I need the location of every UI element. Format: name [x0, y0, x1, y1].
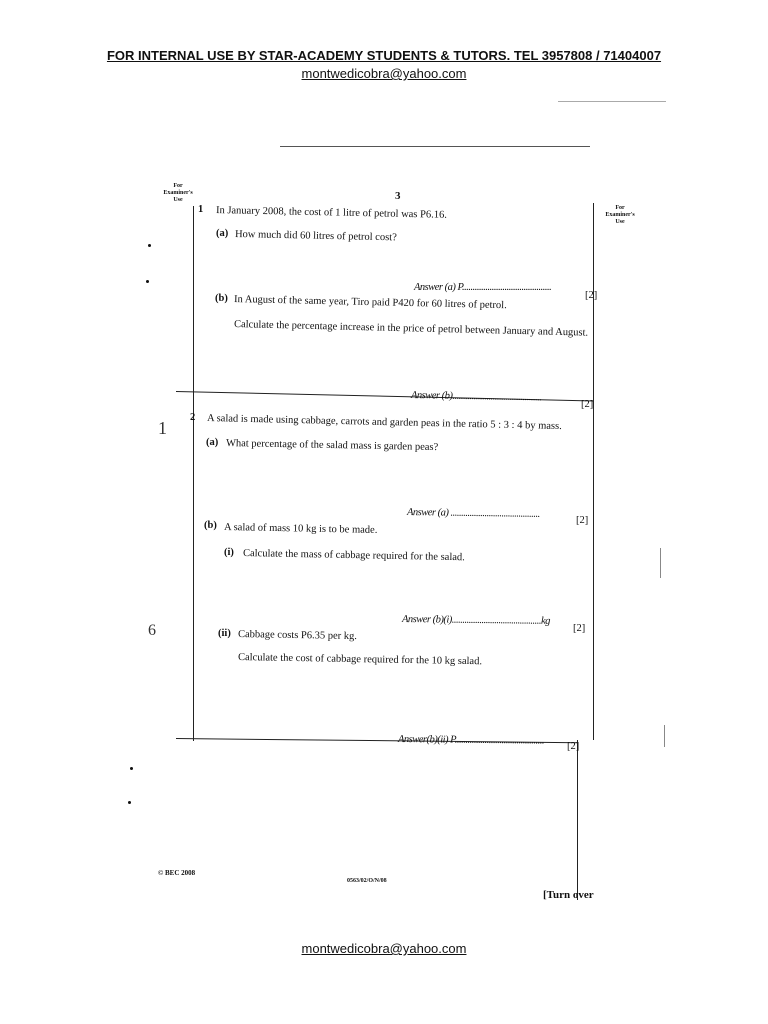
- q1b-answer-line[interactable]: Answer (b)..........................................: [410, 390, 542, 404]
- q1-number: 1: [198, 204, 204, 215]
- q2bii-label: (ii): [218, 628, 231, 639]
- q2a-answer-line[interactable]: Answer (a) ..........................................: [406, 507, 540, 520]
- examiner-use-right: For Examiner's Use: [605, 205, 635, 225]
- handwritten-mark: 1: [158, 418, 167, 438]
- q2a-text: What percentage of the salad mass is garden peas?: [225, 438, 439, 454]
- q1a-answer-line[interactable]: Answer (a) P..........................................: [414, 282, 552, 293]
- q1b-label: (b): [215, 293, 228, 304]
- q2-stem: A salad is made using cabbage, carrots and garden peas in the ratio 5 : 3 : 4 by mass.: [206, 413, 562, 433]
- q2-number: 2: [190, 412, 196, 423]
- scan-line: [660, 548, 661, 578]
- copyright: © BEC 2008: [158, 869, 196, 877]
- page-header: FOR INTERNAL USE BY STAR-ACADEMY STUDENTS & TUTORS. TEL 3957808 / 71404007: [106, 48, 662, 63]
- q1a-text: How much did 60 litres of petrol cost?: [234, 229, 397, 244]
- scan-speck: [128, 801, 131, 804]
- q2bii-instruction: Calculate the cost of cabbage required for the 10 kg salad.: [237, 652, 483, 668]
- q1-stem: In January 2008, the cost of 1 litre of petrol was P6.16.: [215, 205, 448, 221]
- q2a-marks: [2]: [576, 515, 589, 526]
- q1b-marks: [2]: [581, 399, 594, 410]
- right-margin-rule: [593, 203, 594, 740]
- q1b-instruction: Calculate the percentage increase in the price of petrol between January and August.: [233, 319, 589, 339]
- paper-code: 0563/02/O/N/08: [347, 878, 387, 884]
- q2bii-answer-line[interactable]: Answer(b)(ii) P..........................................: [397, 734, 545, 747]
- q2b-label: (b): [204, 520, 217, 531]
- q1b-text: In August of the same year, Tiro paid P420 for 60 litres of petrol.: [233, 294, 507, 312]
- scan-line: [280, 146, 590, 147]
- scan-speck: [146, 280, 149, 283]
- right-outer-rule: [577, 740, 578, 900]
- scan-speck: [148, 244, 151, 247]
- q1a-label: (a): [216, 228, 229, 239]
- q2b-text: A salad of mass 10 kg is to be made.: [223, 522, 378, 536]
- q2a-label: (a): [206, 437, 219, 448]
- email-link-top[interactable]: montwedicobra@yahoo.com: [301, 66, 467, 81]
- handwritten-mark: 6: [148, 622, 156, 639]
- left-margin-rule: [193, 206, 194, 741]
- q2bii-text: Cabbage costs P6.35 per kg.: [237, 629, 358, 643]
- q1a-marks: [2]: [585, 290, 598, 301]
- turn-over: [Turn over: [543, 889, 594, 901]
- q2bi-label: (i): [224, 547, 234, 558]
- q2bi-marks: [2]: [573, 623, 586, 634]
- page-number: 3: [395, 190, 401, 202]
- q2bi-answer-line[interactable]: Answer (b)(i)..........................................kg: [401, 614, 551, 627]
- q2bii-marks: [2]: [567, 741, 580, 752]
- email-link-bottom[interactable]: montwedicobra@yahoo.com: [301, 941, 467, 956]
- scan-line: [558, 101, 666, 102]
- q2bi-text: Calculate the mass of cabbage required for the salad.: [242, 548, 465, 564]
- scan-speck: [130, 767, 133, 770]
- scan-line: [664, 725, 665, 747]
- examiner-use-left: For Examiner's Use: [163, 183, 193, 203]
